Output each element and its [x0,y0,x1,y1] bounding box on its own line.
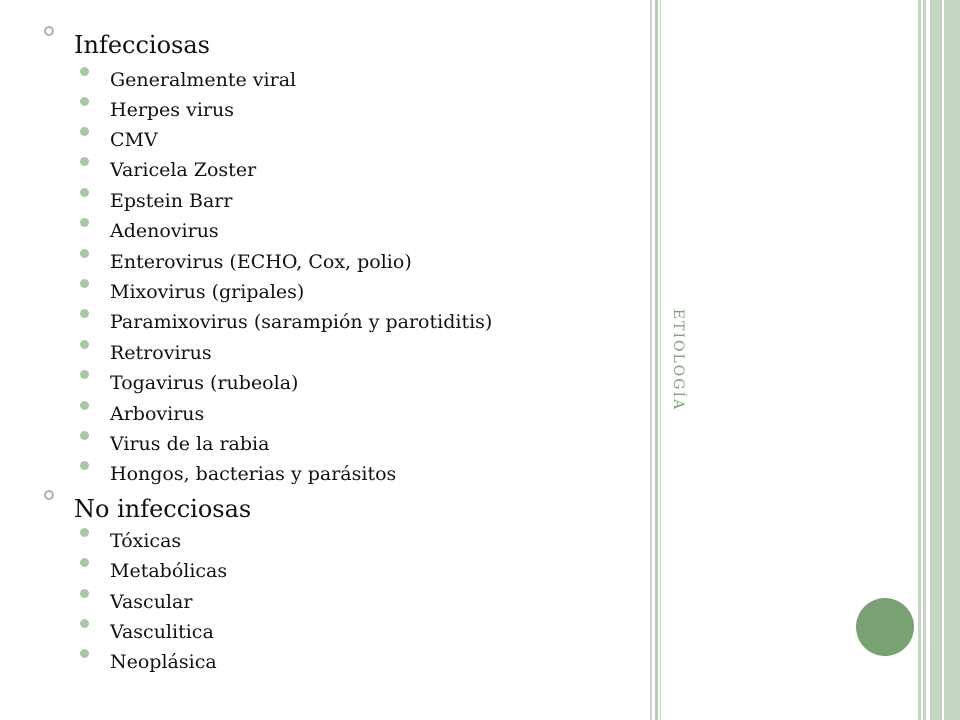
dot-bullet-icon [80,528,89,537]
dot-bullet-icon [80,589,89,598]
dot-bullet-icon [80,649,89,658]
dot-bullet-icon [80,619,89,628]
dot-bullet-icon [80,157,89,166]
divider-line [918,0,921,720]
slide-content: Infecciosas Generalmente viral Herpes virus CMV Varicela Zoster Epstein Barr Adenovirus Enterovirus (ECHO, Cox, polio) Mixovirus (gripales) Paramixovirus (sarampión y parotiditis) Retrovirus Togavirus (rubeola) Arbovirus Virus de la rabia Hongos, bacterias y parásitos No infecciosas Tóxicas Metabólicas Vascular Vasculitica Neoplásica [0,0,650,720]
dot-bullet-icon [80,249,89,258]
section-title: No infecciosas [74,495,252,523]
circle-bullet-icon [44,490,54,500]
dot-bullet-icon [80,461,89,470]
side-bar-stripe [942,0,944,720]
dot-bullet-icon [80,127,89,136]
dot-bullet-icon [80,309,89,318]
dot-bullet-icon [80,188,89,197]
decorative-circle [856,598,914,656]
divider-line [660,0,661,720]
dot-bullet-icon [80,279,89,288]
dot-bullet-icon [80,218,89,227]
dot-bullet-icon [80,67,89,76]
divider-line [923,0,926,720]
dot-bullet-icon [80,97,89,106]
dot-bullet-icon [80,340,89,349]
slide-title: ETIOLOGÍA [670,308,686,412]
side-bar [930,0,960,720]
divider-line [655,0,658,720]
divider-line [650,0,652,720]
dot-bullet-icon [80,558,89,567]
dot-bullet-icon [80,431,89,440]
circle-bullet-icon [44,26,54,36]
section-title: Infecciosas [74,31,210,59]
dot-bullet-icon [80,370,89,379]
dot-bullet-icon [80,401,89,410]
